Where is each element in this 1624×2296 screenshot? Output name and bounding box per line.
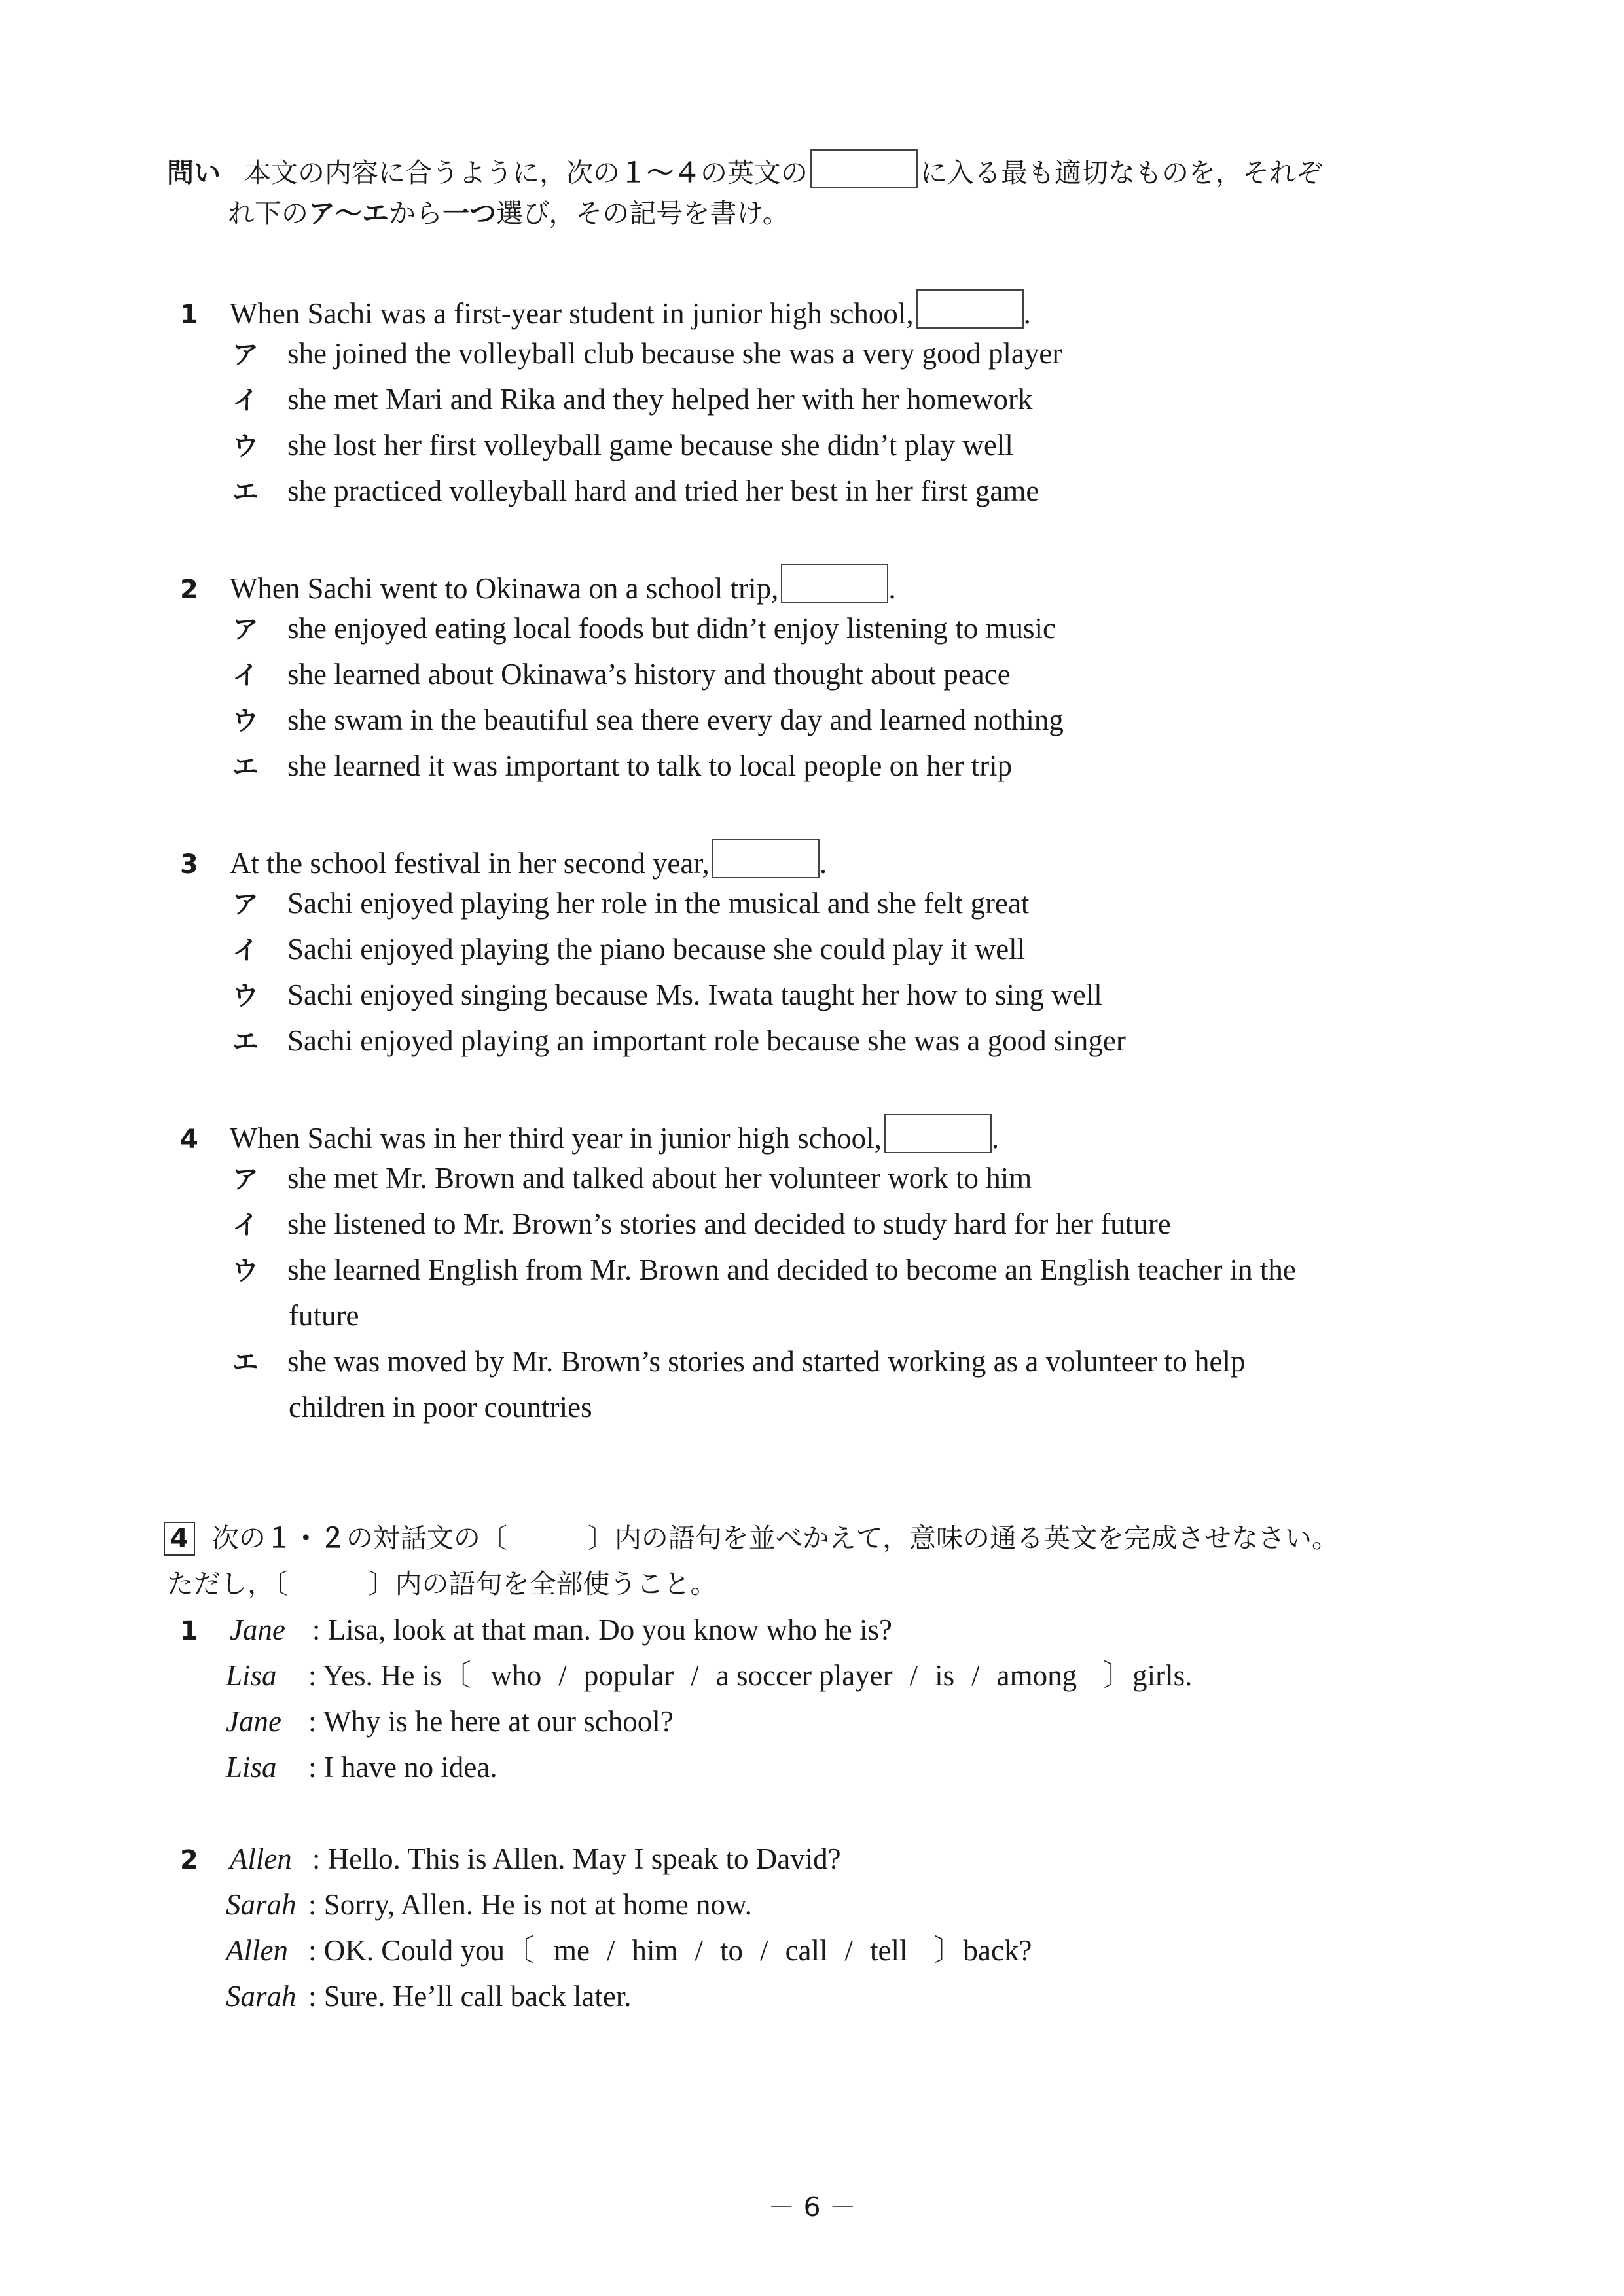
word-choice: him: [632, 1934, 678, 1967]
choice: エ Sachi enjoyed playing an important role because she was a good singer: [232, 1024, 1126, 1057]
question-4-stem: 4 When Sachi was in her third year in junior high school, .: [180, 1114, 999, 1158]
choice: ウ she learned English from Mr. Brown and decided to become an English teacher in the: [232, 1253, 1296, 1286]
dialogue-2-line: Sarah : Sure. He’ll call back later.: [226, 1980, 632, 2013]
choice: イ Sachi enjoyed playing the piano because she could play it well: [232, 933, 1026, 965]
choice-continuation: children in poor countries: [289, 1391, 592, 1424]
instruction-line-2: れ下のア～エから一つ選び，その記号を書け。: [228, 198, 789, 229]
page-number: － 6 －: [768, 2191, 856, 2223]
answer-blank-example: [810, 149, 918, 188]
word-choice: who: [490, 1659, 542, 1692]
question-label: 問い: [167, 157, 221, 188]
dialogue-1-line: Lisa : I have no idea.: [226, 1751, 497, 1784]
choice: エ she was moved by Mr. Brown’s stories and started working as a volunteer to help: [232, 1345, 1246, 1378]
choice: ア she enjoyed eating local foods but didn’t enjoy listening to music: [232, 612, 1056, 645]
word-choice: me: [554, 1934, 590, 1967]
dialogue-1-line: Lisa : Yes. He is〔 who / popular / a soccer player / is / among 〕girls.: [226, 1659, 1193, 1692]
word-choice: to: [720, 1934, 744, 1967]
word-choice: call: [785, 1934, 828, 1967]
word-choice: among: [996, 1659, 1077, 1692]
section-number-box: 4: [164, 1522, 195, 1556]
answer-blank: [916, 289, 1024, 329]
choice: ア she met Mr. Brown and talked about her volunteer work to him: [232, 1162, 1032, 1194]
choice: ウ Sachi enjoyed singing because Ms. Iwata taught her how to sing well: [232, 978, 1102, 1011]
dialogue-2-line: 2 Allen : Hello. This is Allen. May I speak to David?: [180, 1842, 841, 1875]
dialogue-2-line: Sarah : Sorry, Allen. He is not at home now.: [226, 1888, 752, 1921]
section-4-instruction-line-1: 4 次の１・２の対話文の〔 〕内の語句を並べかえて，意味の通る英文を完成させなさい。: [164, 1520, 1339, 1556]
choice: ウ she swam in the beautiful sea there every day and learned nothing: [232, 704, 1064, 736]
word-choice: is: [935, 1659, 955, 1692]
instruction-line-1: 問い 本文の内容に合うように，次の１～４の英文の に入る最も適切なものを，それぞ: [167, 149, 1323, 191]
choice: イ she learned about Okinawa’s history and thought about peace: [232, 658, 1011, 691]
choice: ア she joined the volleyball club because she was a very good player: [232, 337, 1062, 370]
question-3-stem: 3 At the school festival in her second year, .: [180, 839, 827, 883]
word-choice: popular: [583, 1659, 674, 1692]
choice: ウ she lost her first volleyball game because she didn’t play well: [232, 429, 1013, 461]
choice: エ she learned it was important to talk to local people on her trip: [232, 749, 1013, 782]
answer-blank: [781, 564, 888, 603]
choice: エ she practiced volleyball hard and tried her best in her first game: [232, 475, 1039, 507]
dialogue-1-line: Jane : Why is he here at our school?: [226, 1705, 674, 1738]
choice: ア Sachi enjoyed playing her role in the musical and she felt great: [232, 887, 1030, 920]
question-1-stem: 1 When Sachi was a first-year student in junior high school, .: [180, 289, 1031, 333]
word-choice: tell: [870, 1934, 908, 1967]
choice-continuation: future: [289, 1299, 359, 1332]
dialogue-1-line: 1 Jane : Lisa, look at that man. Do you know who he is?: [180, 1613, 892, 1646]
choice: イ she met Mari and Rika and they helped her with her homework: [232, 383, 1033, 416]
choice: イ she listened to Mr. Brown’s stories and decided to study hard for her future: [232, 1208, 1171, 1240]
question-2-stem: 2 When Sachi went to Okinawa on a school trip, .: [180, 564, 896, 608]
word-choice: a soccer player: [715, 1659, 893, 1692]
section-4-instruction-line-2: ただし，〔 〕内の語句を全部使うこと。: [167, 1568, 717, 1600]
answer-blank: [712, 839, 820, 878]
dialogue-2-line: Allen : OK. Could you〔 me / him / to / call / tell 〕back?: [226, 1934, 1032, 1967]
answer-blank: [884, 1114, 992, 1153]
